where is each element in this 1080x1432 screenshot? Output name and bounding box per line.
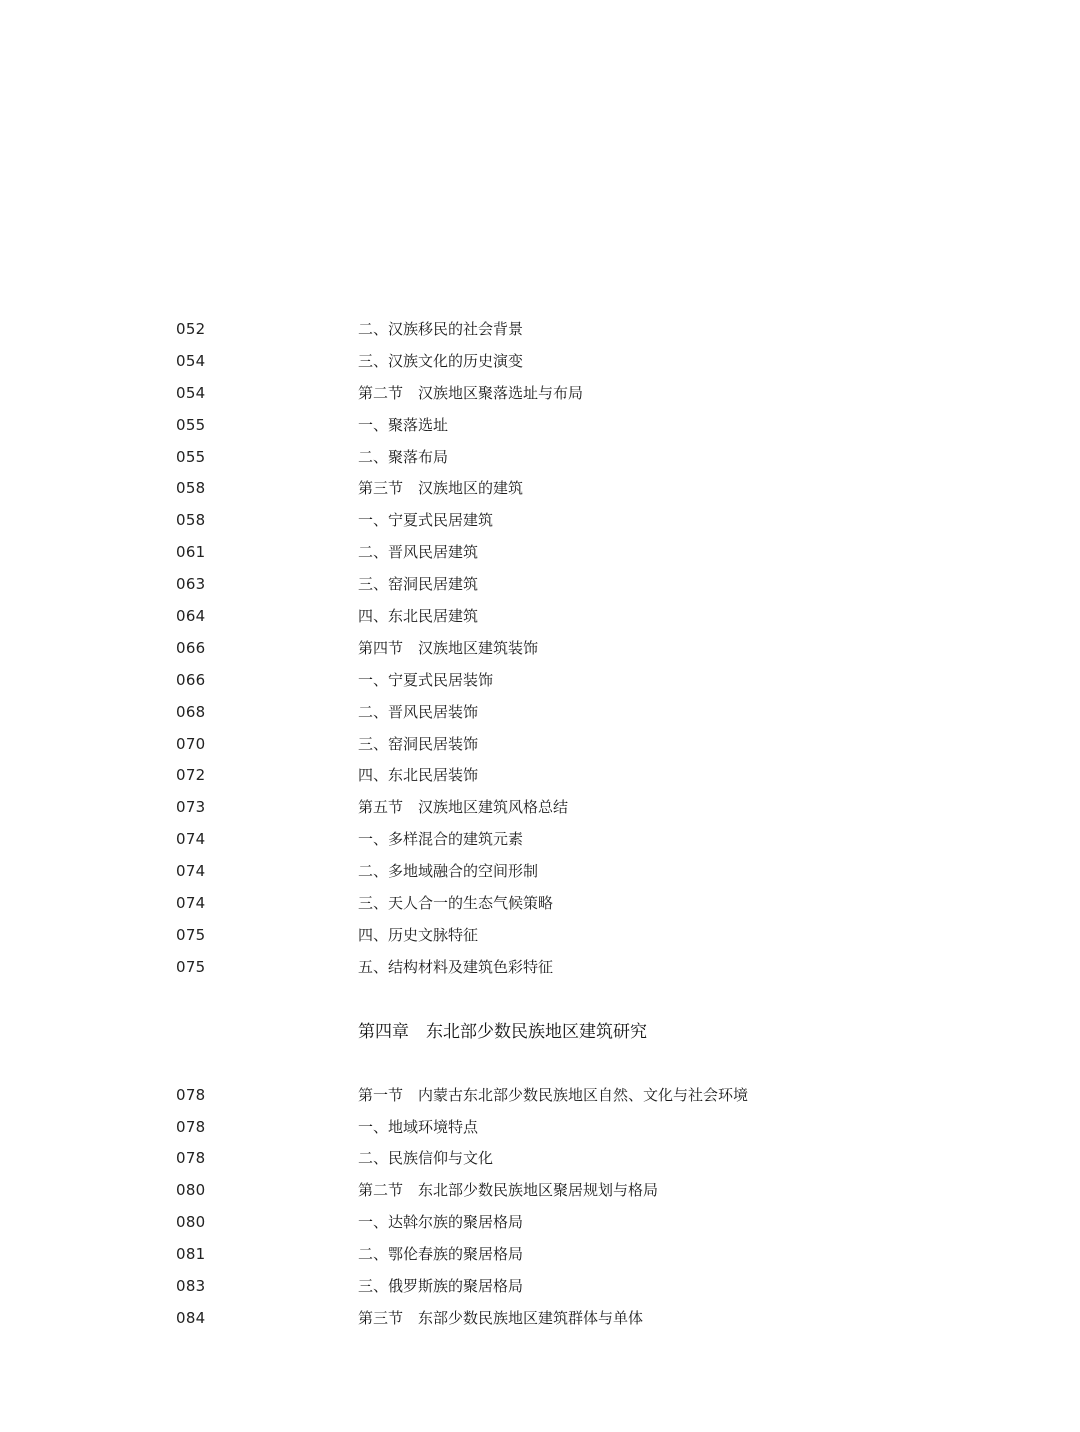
toc-entry-title: 一、达斡尔族的聚居格局 (358, 1213, 524, 1232)
toc-entry (0, 505, 1080, 537)
toc-entry (0, 378, 1080, 410)
toc-page-number: 070 (176, 734, 206, 753)
toc-entry (0, 856, 1080, 888)
toc-entry (0, 410, 1080, 442)
toc-page-number: 080 (176, 1181, 206, 1200)
toc-entry-title: 第三节 东部少数民族地区建筑群体与单体 (358, 1308, 644, 1327)
toc-entry-title: 三、窑洞民居装饰 (358, 734, 479, 753)
toc-page-number: 083 (176, 1277, 206, 1296)
toc-entry-title: 二、民族信仰与文化 (358, 1149, 494, 1168)
toc-entries-group (0, 314, 1080, 984)
toc-page-number: 074 (176, 894, 206, 913)
table-of-contents (0, 314, 1080, 1335)
toc-page-number: 072 (176, 766, 206, 785)
toc-page-number: 054 (176, 383, 206, 402)
toc-entry (0, 442, 1080, 474)
toc-entry (0, 537, 1080, 569)
toc-entry-title: 三、天人合一的生态气候策略 (358, 894, 554, 913)
toc-page-number: 055 (176, 447, 206, 466)
chapter-heading-row (0, 984, 1080, 1080)
toc-page-number: 078 (176, 1117, 206, 1136)
toc-page-number: 075 (176, 925, 206, 944)
toc-entry-title: 第三节 汉族地区的建筑 (358, 479, 524, 498)
toc-entry (0, 1175, 1080, 1207)
toc-entry-title: 三、汉族文化的历史演变 (358, 351, 524, 370)
toc-entry (0, 888, 1080, 920)
toc-entry (0, 1239, 1080, 1271)
toc-entry-title: 第二节 汉族地区聚落选址与布局 (358, 383, 584, 402)
toc-entry (0, 760, 1080, 792)
toc-entry-title: 四、东北民居装饰 (358, 766, 479, 785)
toc-entry-title: 二、多地域融合的空间形制 (358, 862, 539, 881)
toc-entry (0, 473, 1080, 505)
toc-entry-title: 三、俄罗斯族的聚居格局 (358, 1277, 524, 1296)
toc-page-number: 075 (176, 957, 206, 976)
toc-entry (0, 1303, 1080, 1335)
toc-entry (0, 792, 1080, 824)
toc-page-number: 074 (176, 862, 206, 881)
toc-page-number: 064 (176, 607, 206, 626)
toc-entry (0, 314, 1080, 346)
toc-entry-title: 第一节 内蒙古东北部少数民族地区自然、文化与社会环境 (358, 1085, 749, 1104)
toc-page-number: 074 (176, 830, 206, 849)
toc-entry-title: 一、聚落选址 (358, 415, 449, 434)
toc-entry (0, 1271, 1080, 1303)
toc-entry-title: 二、晋风民居装饰 (358, 702, 479, 721)
toc-page-number: 084 (176, 1308, 206, 1327)
toc-page-number: 058 (176, 479, 206, 498)
toc-entry (0, 1143, 1080, 1175)
toc-entry-title: 五、结构材料及建筑色彩特征 (358, 957, 554, 976)
toc-entry (0, 601, 1080, 633)
toc-page-number: 073 (176, 798, 206, 817)
toc-entry-title: 一、地域环境特点 (358, 1117, 479, 1136)
toc-entry (0, 1112, 1080, 1144)
toc-entry-title: 一、宁夏式民居建筑 (358, 511, 494, 530)
toc-page-number: 080 (176, 1213, 206, 1232)
toc-entry (0, 569, 1080, 601)
toc-entry-title: 四、东北民居建筑 (358, 607, 479, 626)
toc-page-number: 066 (176, 670, 206, 689)
toc-entry-title: 四、历史文脉特征 (358, 925, 479, 944)
toc-entry (0, 920, 1080, 952)
toc-entry (0, 1207, 1080, 1239)
toc-entry (0, 633, 1080, 665)
toc-entry (0, 952, 1080, 984)
toc-entry-title: 二、汉族移民的社会背景 (358, 320, 524, 338)
toc-entry-title: 一、宁夏式民居装饰 (358, 670, 494, 689)
toc-entry (0, 346, 1080, 378)
toc-entry-title: 二、鄂伦春族的聚居格局 (358, 1245, 524, 1264)
toc-entry-title: 第五节 汉族地区建筑风格总结 (358, 798, 569, 817)
toc-page-number: 078 (176, 1149, 206, 1168)
toc-page-number: 054 (176, 351, 206, 370)
toc-entry (0, 729, 1080, 761)
toc-entry-title: 二、聚落布局 (358, 447, 449, 466)
toc-entry-title: 三、窑洞民居建筑 (358, 575, 479, 594)
toc-entry-title: 第二节 东北部少数民族地区聚居规划与格局 (358, 1181, 659, 1200)
toc-page-number: 078 (176, 1085, 206, 1104)
toc-entry-title: 第四节 汉族地区建筑装饰 (358, 638, 539, 657)
toc-page-number: 055 (176, 415, 206, 434)
toc-page-number: 063 (176, 575, 206, 594)
toc-entry-title: 一、多样混合的建筑元素 (358, 830, 524, 849)
toc-entry-title: 二、晋风民居建筑 (358, 543, 479, 562)
chapter-title: 第四章 东北部少数民族地区建筑研究 (358, 1021, 647, 1042)
toc-page-number: 058 (176, 511, 206, 530)
toc-entry (0, 697, 1080, 729)
toc-page-number: 061 (176, 543, 206, 562)
toc-page-number: 081 (176, 1245, 206, 1264)
toc-entries-group (0, 1080, 1080, 1335)
toc-entry (0, 665, 1080, 697)
toc-entry (0, 1080, 1080, 1112)
toc-entry (0, 824, 1080, 856)
toc-page-number: 068 (176, 702, 206, 721)
toc-page-number: 052 (176, 320, 206, 338)
toc-page-number: 066 (176, 638, 206, 657)
